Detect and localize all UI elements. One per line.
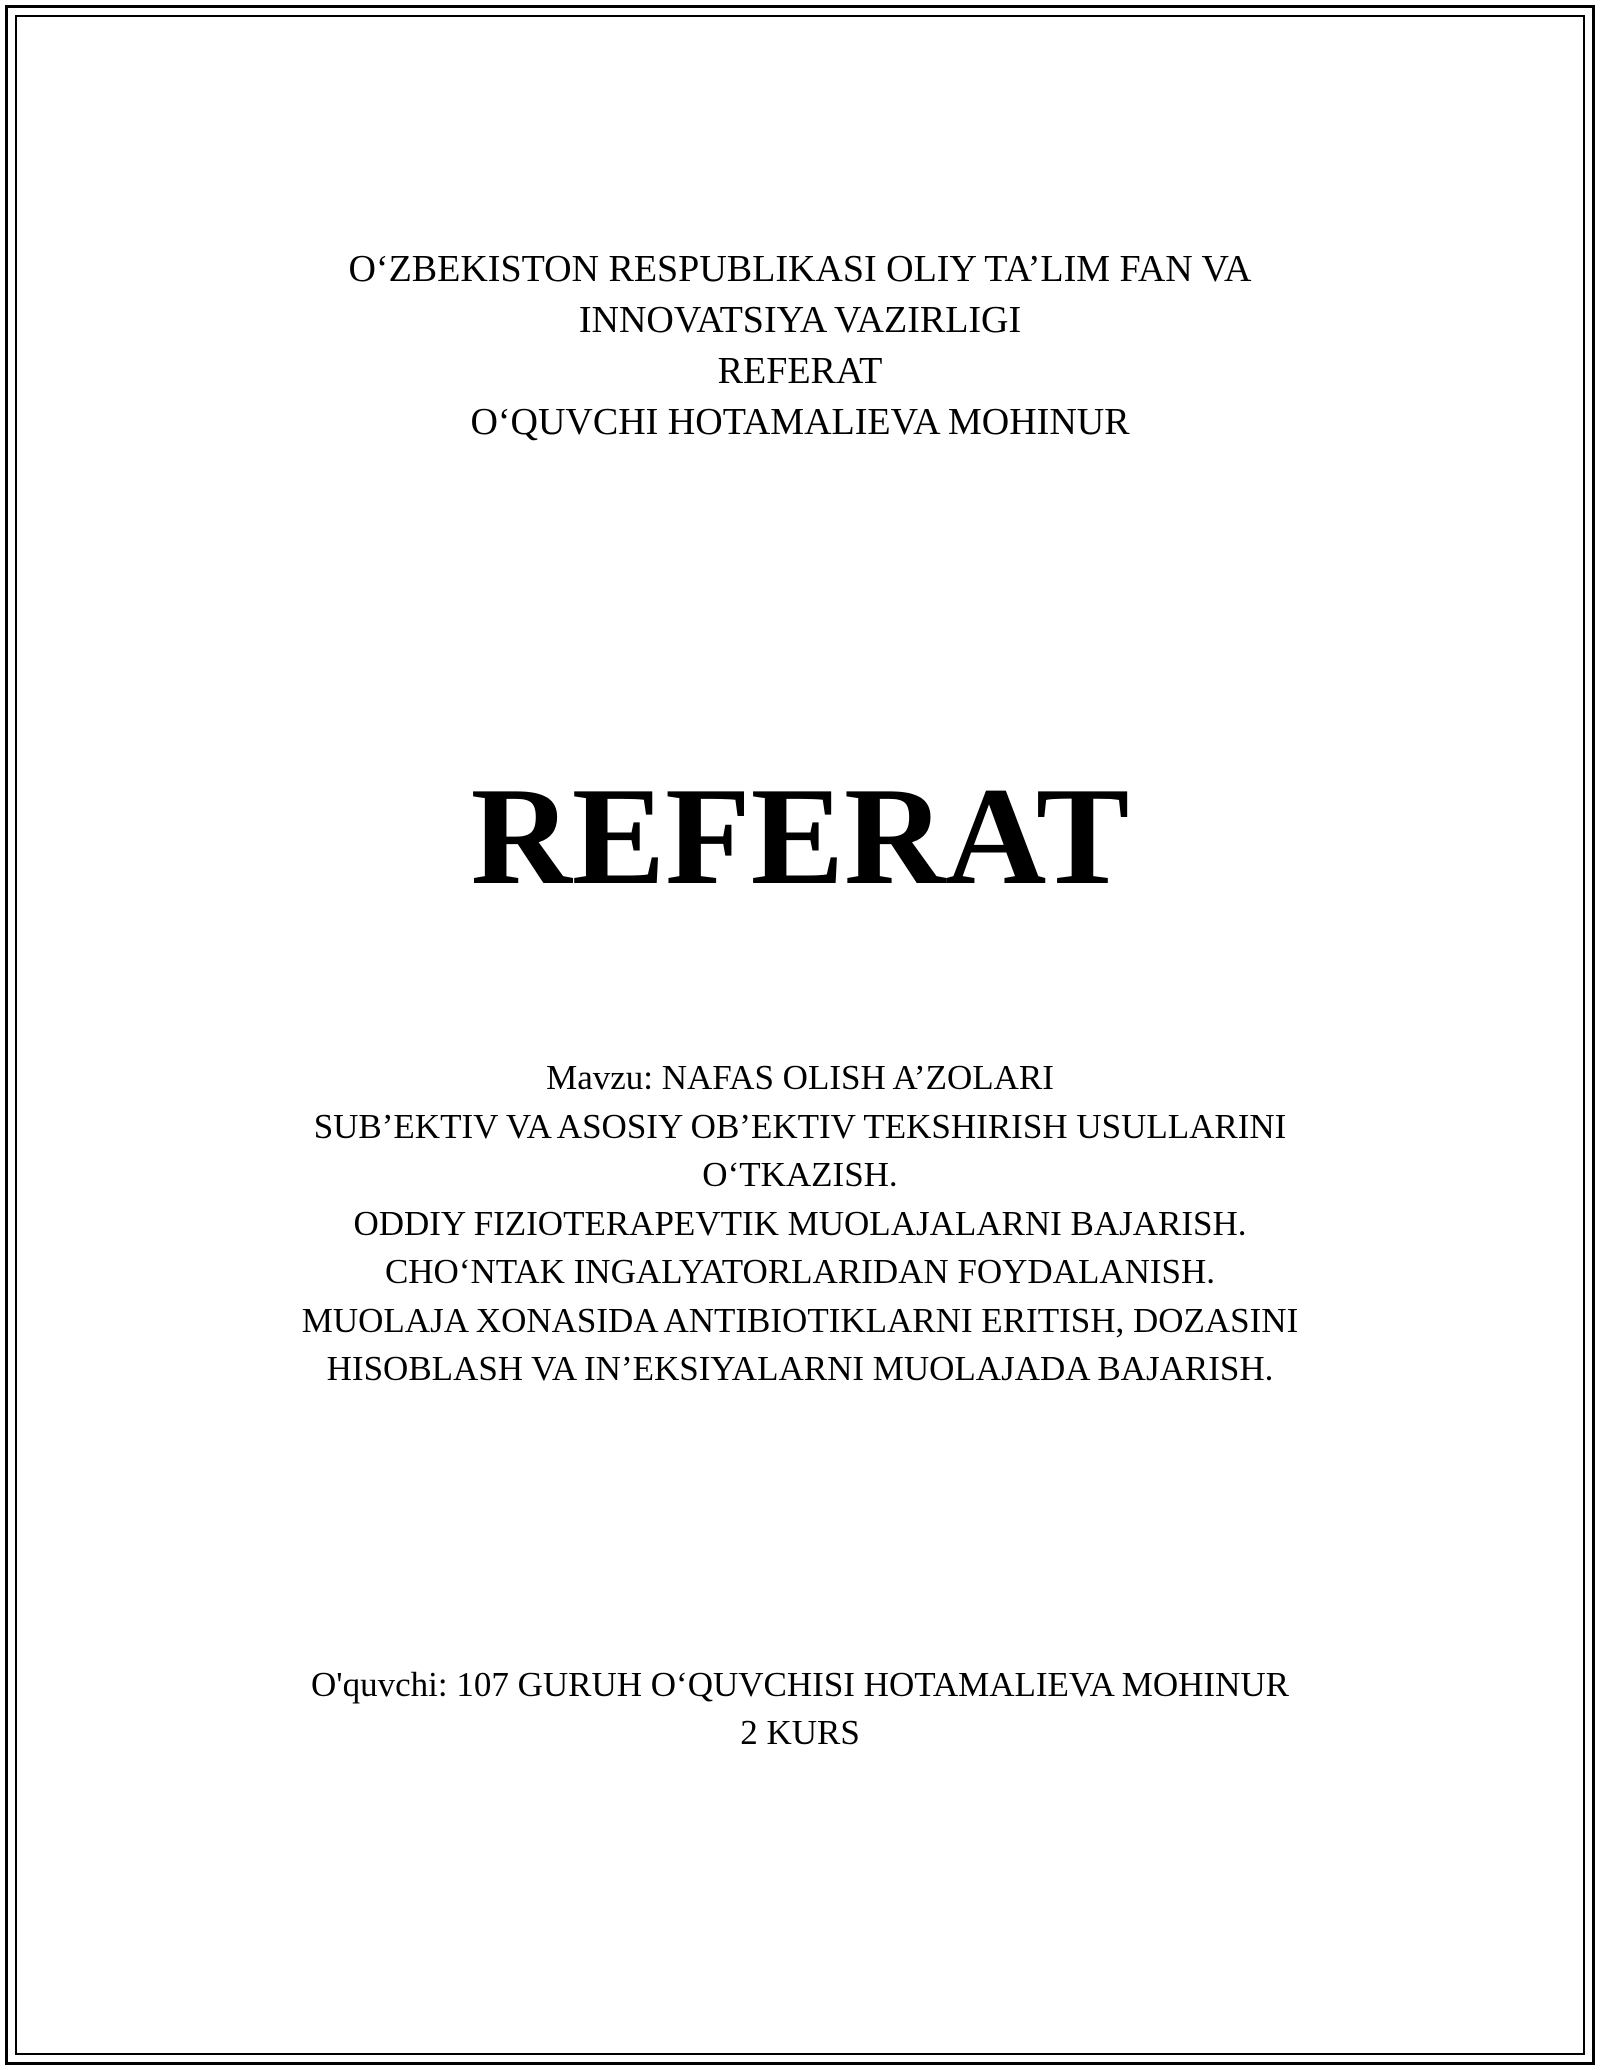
topic-section xyxy=(0,1054,1600,1394)
topic-line-5: CHO‘NTAK INGALYATORLARIDAN FOYDALANISH. xyxy=(384,1252,1216,1291)
topic-line-1: Mavzu: NAFAS OLISH A’ZOLARI xyxy=(546,1058,1054,1097)
student-line-2: 2 KURS xyxy=(740,1713,860,1752)
student-info xyxy=(0,1661,1600,1757)
header-line-2: INNOVATSIYA VAZIRLIGI xyxy=(578,299,1022,341)
header-line-4: O‘QUVCHI HOTAMALIEVA MOHINUR xyxy=(470,401,1130,443)
header-line-3: REFERAT xyxy=(717,350,883,392)
document-title: REFERAT xyxy=(470,759,1130,914)
topic-line-4: ODDIY FIZIOTERAPEVTIK MUOLAJALARNI BAJARISH. xyxy=(353,1203,1247,1243)
topic-line-7: HISOBLASH VA IN’EKSIYALARNI MUOLAJADA BAJARISH. xyxy=(326,1349,1274,1388)
header-line-1: O‘ZBEKISTON RESPUBLIKASI OLIY TA’LIM FAN VA xyxy=(348,248,1252,290)
student-line-1: O'quvchi: 107 GURUH O‘QUVCHISI HOTAMALIEVA MOHINUR xyxy=(311,1665,1289,1704)
topic-line-2: SUB’EKTIV VA ASOSIY OB’EKTIV TEKSHIRISH USULLARINI xyxy=(313,1106,1287,1146)
topic-line-6: MUOLAJA XONASIDA ANTIBIOTIKLARNI ERITISH, DOZASINI xyxy=(301,1300,1299,1340)
topic-line-3: O‘TKAZISH. xyxy=(702,1155,898,1194)
ministry-header xyxy=(0,244,1600,448)
